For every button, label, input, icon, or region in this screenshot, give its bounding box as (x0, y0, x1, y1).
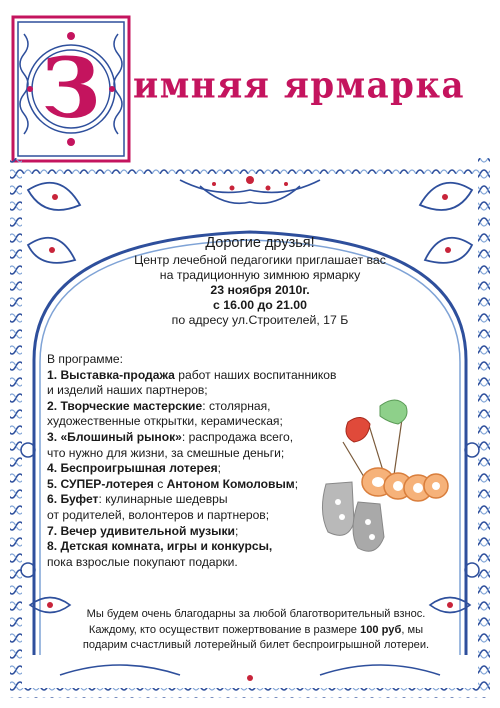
program-item-text: ; (234, 523, 239, 538)
program-item-text: работ наших воспитанников (174, 367, 337, 382)
program-item-title: 2. Творческие мастерские (47, 398, 203, 413)
invitation-line-1: Центр лечебной педагогики приглашает вас (134, 253, 386, 267)
program-item (47, 477, 347, 493)
greeting: Дорогие друзья! (205, 235, 315, 251)
program-item-title: 4. Беспроигрышная лотерея (47, 461, 218, 476)
program-list (47, 352, 347, 570)
event-date: 23 ноября 2010г. (210, 283, 310, 297)
program-item-title: 7. Вечер удивительной музыки (47, 523, 235, 538)
donation-line-3: подарим счастливый лотерейный билет беспроигрышной лотереи. (82, 639, 430, 651)
title-text: имняя ярмарка (133, 64, 466, 108)
program-item-guest: Антоном Комоловым (166, 476, 295, 491)
program-item-text: : столярная, (202, 398, 271, 413)
program-heading: В программе: (47, 352, 124, 366)
program-item-title: 3. «Блошиный рынок» (47, 429, 182, 444)
program-item-cont: художественные открытки, керамическая; (47, 414, 283, 429)
program-item-title: 6. Буфет (47, 492, 99, 507)
program-item-text: : распродажа всего, (181, 429, 294, 444)
red-rooster-toy (346, 417, 370, 442)
capital-letter-ornament (10, 14, 132, 164)
green-bird-toy (380, 400, 407, 424)
event-address: по адресу ул.Строителей, 17 Б (171, 313, 349, 327)
header (0, 0, 500, 165)
donation-line-2 (66, 623, 446, 639)
donation-note (66, 607, 446, 654)
program-item-text: : кулинарные шедевры (98, 492, 228, 507)
program-item (47, 461, 347, 477)
program-item (47, 539, 347, 555)
program-item-cont: что нужно для жизни, за смешные деньги; (47, 445, 285, 460)
invitation-line-2: на традиционную зимнюю ярмарку (159, 268, 361, 282)
program-item (47, 492, 347, 508)
event-time: с 16.00 до 21.00 (213, 298, 307, 312)
donation-line-1: Мы будем очень благодарны за любой благотворительный взнос. (86, 608, 426, 620)
program-item-text: ; (217, 461, 222, 476)
program-item-cont: от родителей, волонтеров и партнеров; (47, 507, 270, 522)
felt-socks (322, 482, 354, 535)
invitation-block (110, 234, 410, 328)
program-item-title: 5. СУПЕР-лотерея (47, 476, 154, 491)
donation-text: , мы (401, 623, 424, 636)
program-item-title: 8. Детская комната, игры и конкурсы, (47, 539, 273, 554)
decor-illustration (318, 392, 458, 562)
program-item-text: с (153, 476, 167, 491)
title-capital: З (41, 41, 101, 137)
program-item-cont: и изделий наших партнеров; (47, 383, 208, 398)
program-item-title: 1. Выставка-продажа (47, 367, 175, 382)
program-item (47, 430, 347, 446)
program-item (47, 524, 347, 540)
program-item-cont: пока взрослые покупают подарки. (47, 554, 238, 569)
donation-text: Каждому, кто осуществит пожертвование в размере (88, 623, 361, 636)
program-item (47, 368, 347, 384)
donation-amount: 100 руб (360, 623, 402, 636)
program-item-text: ; (294, 476, 299, 491)
program-item (47, 399, 347, 415)
